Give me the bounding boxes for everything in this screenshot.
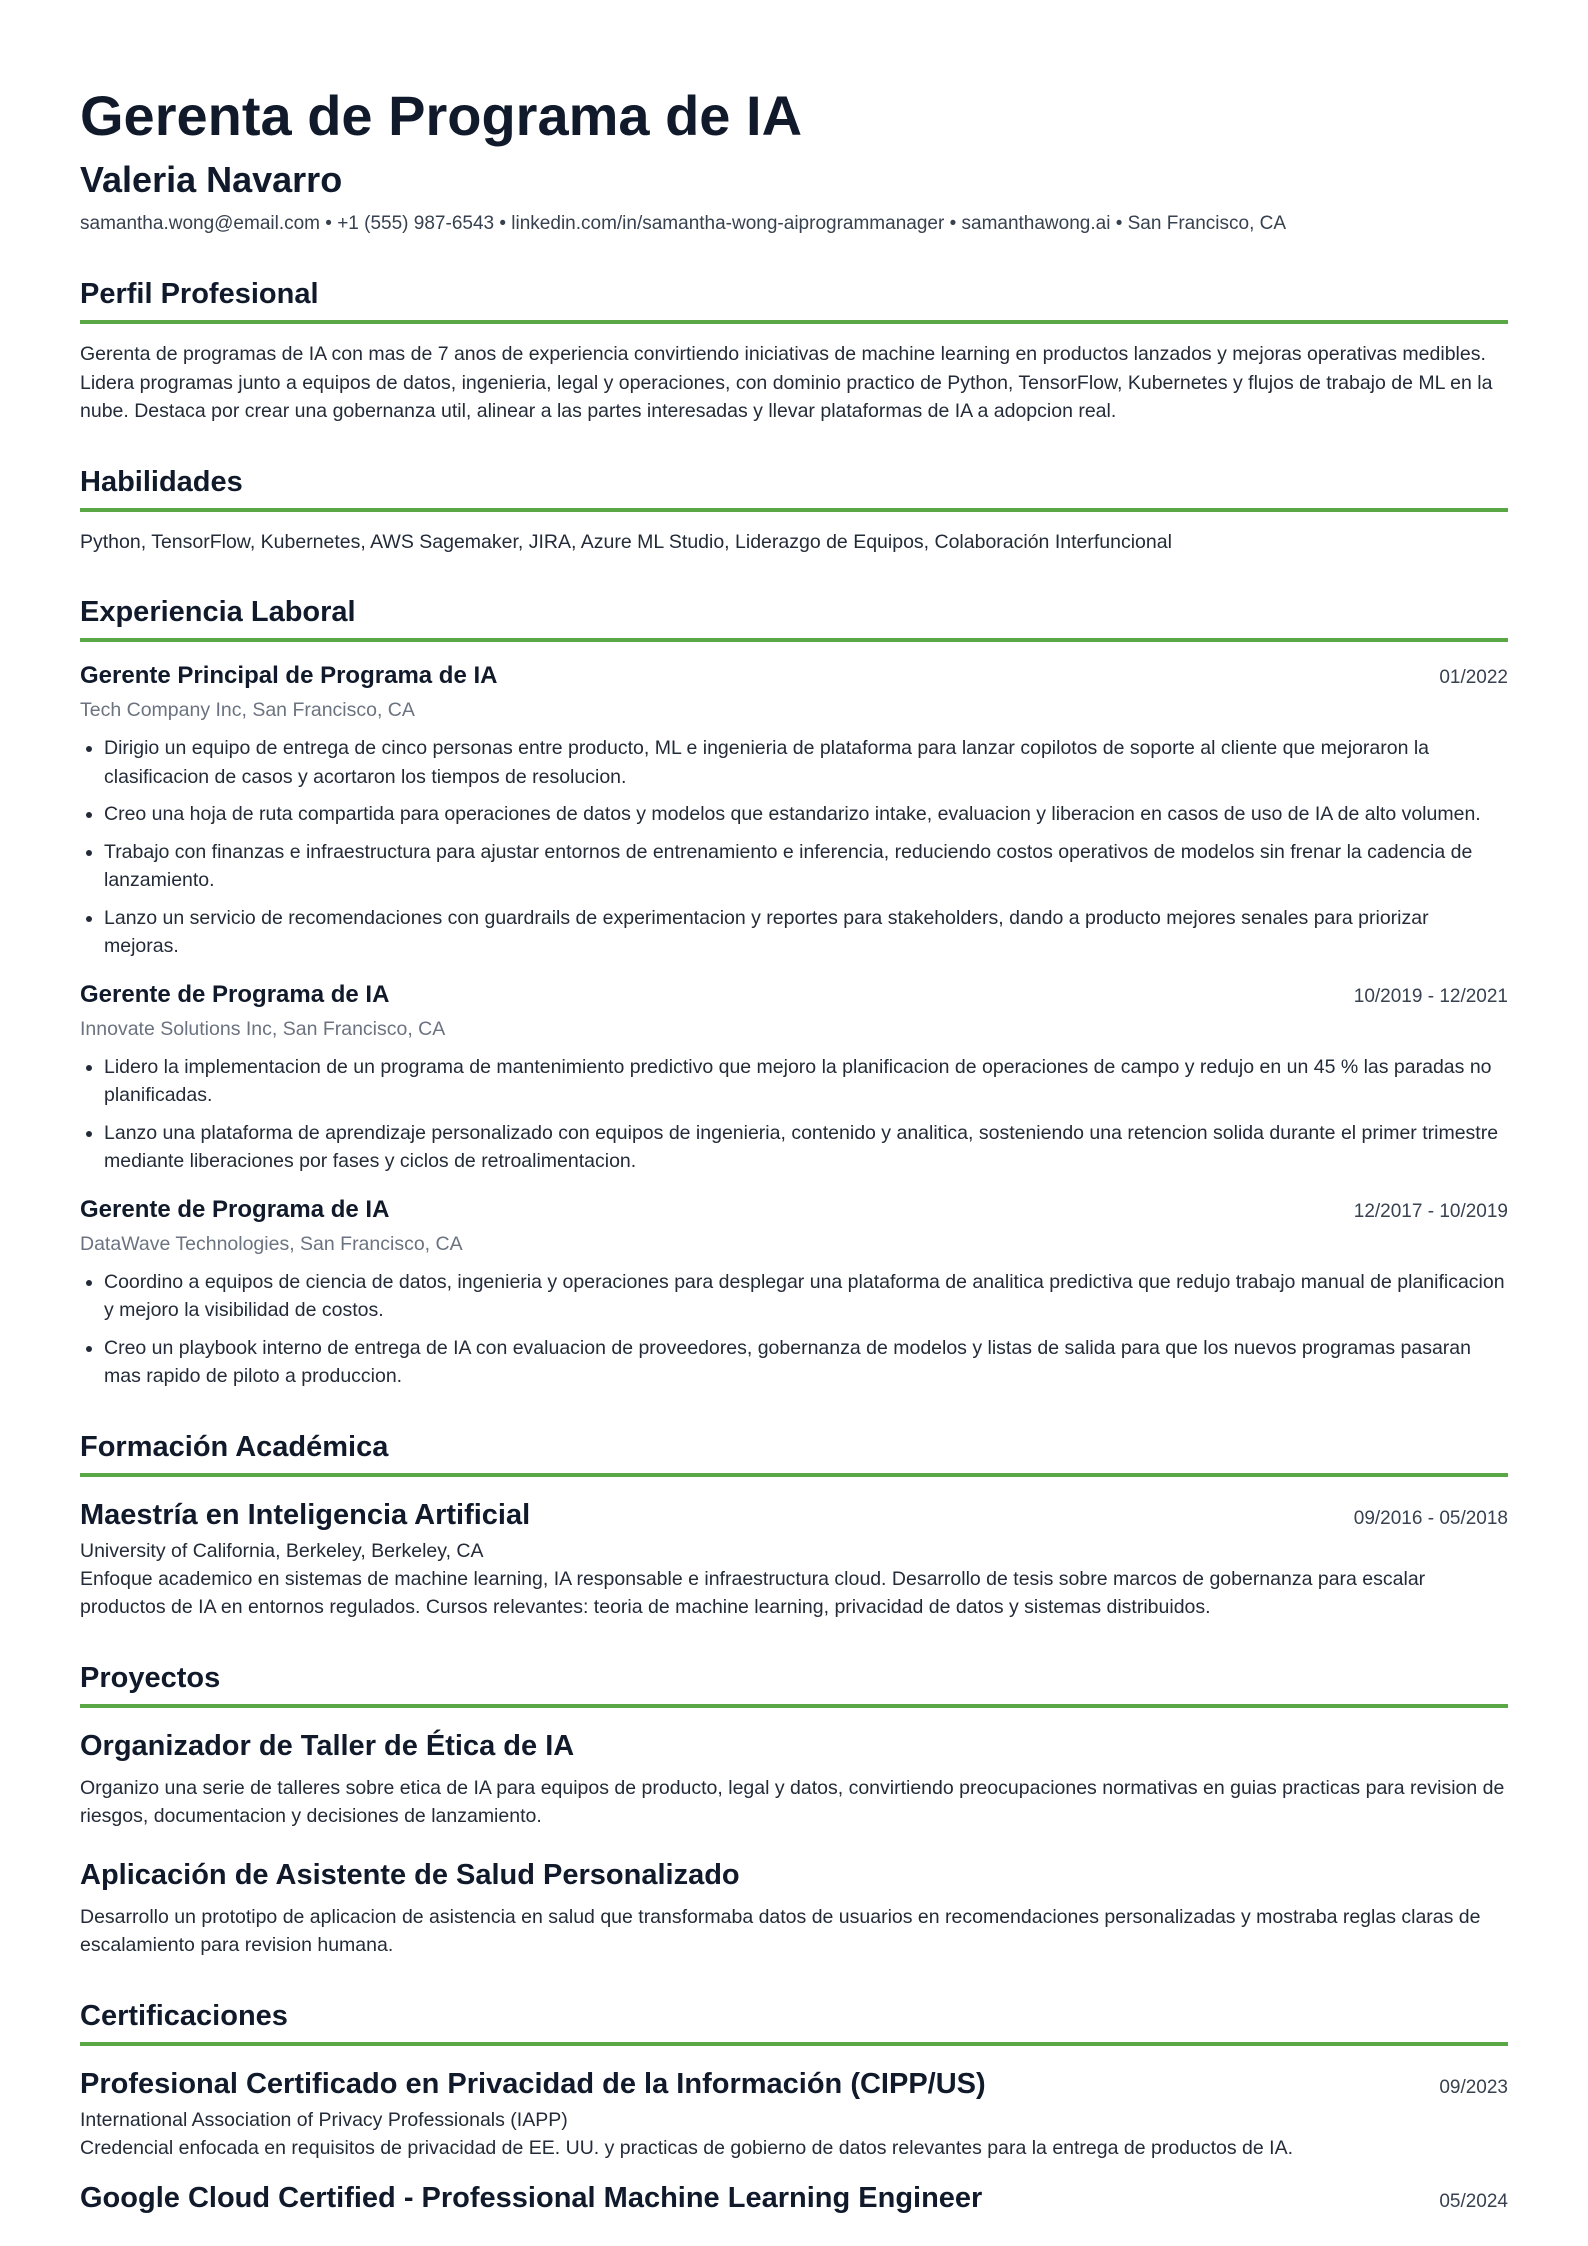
project-entry — [80, 1728, 1508, 1831]
job-bullet: • Creo un playbook interno de entrega de IA con evaluacion de proveedores, gobernanza de modelos y listas de salida para que los nuevos programas pasaran mas rapido de piloto a produccion. — [104, 1334, 1508, 1391]
resume-title: Gerenta de Programa de IA — [80, 84, 803, 147]
job-title: Gerente de Programa de IA — [80, 980, 390, 1008]
certification-date: 09/2023 — [1439, 2076, 1508, 2098]
job-bullet: • Trabajo con finanzas e infraestructura para ajustar entornos de entrenamiento e inferencia, reduciendo costos operativos de modelos sin frenar la cadencia de lanzamiento. — [104, 838, 1508, 895]
certification-date: 05/2024 — [1439, 2191, 1508, 2212]
certification-entry — [80, 2180, 1508, 2216]
candidate-name: Valeria Navarro — [80, 159, 343, 200]
skills-text: Python, TensorFlow, Kubernetes, AWS Sagemaker, JIRA, Azure ML Studio, Liderazgo de Equipos, Colaboración Interfuncional — [80, 530, 1172, 553]
profile-section — [80, 276, 1508, 426]
certification-entry — [80, 2066, 1508, 2163]
job-bullets — [80, 1268, 1508, 1391]
job-bullet: • Creo una hoja de ruta compartida para operaciones de datos y modelos que estandarizo intake, evaluacion y liberacion en casos de uso de IA de alto volumen. — [104, 800, 1508, 829]
contact-line: samantha.wong@email.com • +1 (555) 987-6543 • linkedin.com/in/samantha-wong-aiprogrammanager • samanthawong.ai • San Francisco, CA — [80, 213, 1287, 234]
job-bullets — [80, 1053, 1508, 1176]
education-heading: Formación Académica — [80, 1429, 1508, 1477]
job-date: 10/2019 - 12/2021 — [1353, 985, 1508, 1007]
profile-text: Gerenta de programas de IA con mas de 7 anos de experiencia convirtiendo iniciativas de machine learning en productos lanzados y mejoras operativas medibles. Lidera programas junto a equipos de datos, ingenieria, legal y operaciones, con dominio practico de Python, TensorFlow, Kubernetes y flujos de trabajo de ML en la nube. Destaca por crear una gobernanza util, alinear a las partes interesadas y llevar plataformas de IA a adopcion real. — [80, 343, 1493, 422]
skills-section — [80, 464, 1508, 557]
certification-title: Google Cloud Certified - Professional Machine Learning Engineer — [80, 2182, 983, 2214]
job-bullet: • Dirigio un equipo de entrega de cinco personas entre producto, ML e ingenieria de plataforma para lanzar copilotos de soporte al cliente que mejoraron la clasificacion de casos y acortaron los tiempos de resolucion. — [104, 734, 1508, 791]
projects-section — [80, 1660, 1508, 1960]
education-institution: University of California, Berkeley, Berkeley, CA — [80, 1539, 484, 1562]
project-description: Desarrollo un prototipo de aplicacion de asistencia en salud que transformaba datos de usuarios en recomendaciones personalizadas y mostraba reglas claras de escalamiento para revision humana. — [80, 1905, 1481, 1956]
certifications-section — [80, 1998, 1508, 2217]
project-entry — [80, 1857, 1508, 1960]
job-entry — [80, 979, 1508, 1176]
certification-description: Credencial enfocada en requisitos de privacidad de EE. UU. y practicas de gobierno de datos relevantes para la entrega de productos de IA. — [80, 2136, 1293, 2159]
job-title: Gerente de Programa de IA — [80, 1195, 390, 1223]
profile-heading: Perfil Profesional — [80, 276, 1508, 324]
job-company: DataWave Technologies, San Francisco, CA — [80, 1232, 463, 1255]
projects-heading: Proyectos — [80, 1660, 1508, 1708]
job-title: Gerente Principal de Programa de IA — [80, 662, 498, 689]
education-section — [80, 1429, 1508, 1622]
project-title: Organizador de Taller de Ética de IA — [80, 1729, 575, 1762]
job-bullet: • Lanzo un servicio de recomendaciones con guardrails de experimentacion y reportes para stakeholders, dando a producto mejores senales para priorizar mejoras. — [104, 904, 1508, 961]
certifications-heading: Certificaciones — [80, 1998, 1508, 2046]
job-bullet: • Lidero la implementacion de un programa de mantenimiento predictivo que mejoro la planificacion de operaciones de campo y redujo en un 45 % las paradas no planificadas. — [104, 1053, 1508, 1110]
project-title: Aplicación de Asistente de Salud Personalizado — [80, 1858, 740, 1891]
job-company: Tech Company Inc, San Francisco, CA — [80, 699, 415, 721]
certification-title: Profesional Certificado en Privacidad de la Información (CIPP/US) — [80, 2067, 986, 2100]
experience-section — [80, 594, 1508, 1391]
experience-heading: Experiencia Laboral — [80, 594, 1508, 642]
job-entry — [80, 1194, 1508, 1391]
degree-title: Maestría en Inteligencia Artificial — [80, 1498, 531, 1531]
project-description: Organizo una serie de talleres sobre etica de IA para equipos de producto, legal y datos, convirtiendo preocupaciones normativas en guias practicas para revision de riesgos, documentacion y decisiones de lanzamiento. — [80, 1776, 1505, 1827]
job-bullets — [80, 734, 1508, 961]
education-description: Enfoque academico en sistemas de machine learning, IA responsable e infraestructura cloud. Desarrollo de tesis sobre marcos de gobernanza para escalar productos de IA en entornos regulados. Cursos relevantes: teoria de machine learning, privacidad de datos y sistemas distribuidos. — [80, 1567, 1426, 1618]
job-bullet: • Coordino a equipos de ciencia de datos, ingenieria y operaciones para desplegar una plataforma de analitica predictiva que redujo trabajo manual de planificacion y mejoro la visibilidad de costos. — [104, 1268, 1508, 1325]
education-entry — [80, 1497, 1508, 1622]
job-company: Innovate Solutions Inc, San Francisco, CA — [80, 1017, 446, 1040]
education-date: 09/2016 - 05/2018 — [1353, 1507, 1508, 1529]
job-date: 12/2017 - 10/2019 — [1353, 1200, 1508, 1222]
certification-issuer: International Association of Privacy Professionals (IAPP) — [80, 2108, 568, 2131]
job-entry — [80, 660, 1508, 961]
skills-heading: Habilidades — [80, 464, 1508, 512]
job-date: 01/2022 — [1439, 667, 1508, 688]
job-bullet: • Lanzo una plataforma de aprendizaje personalizado con equipos de ingenieria, contenido y analitica, sosteniendo una retencion solida durante el primer trimestre mediante liberaciones por fases y ciclos de retroalimentacion. — [104, 1119, 1508, 1176]
